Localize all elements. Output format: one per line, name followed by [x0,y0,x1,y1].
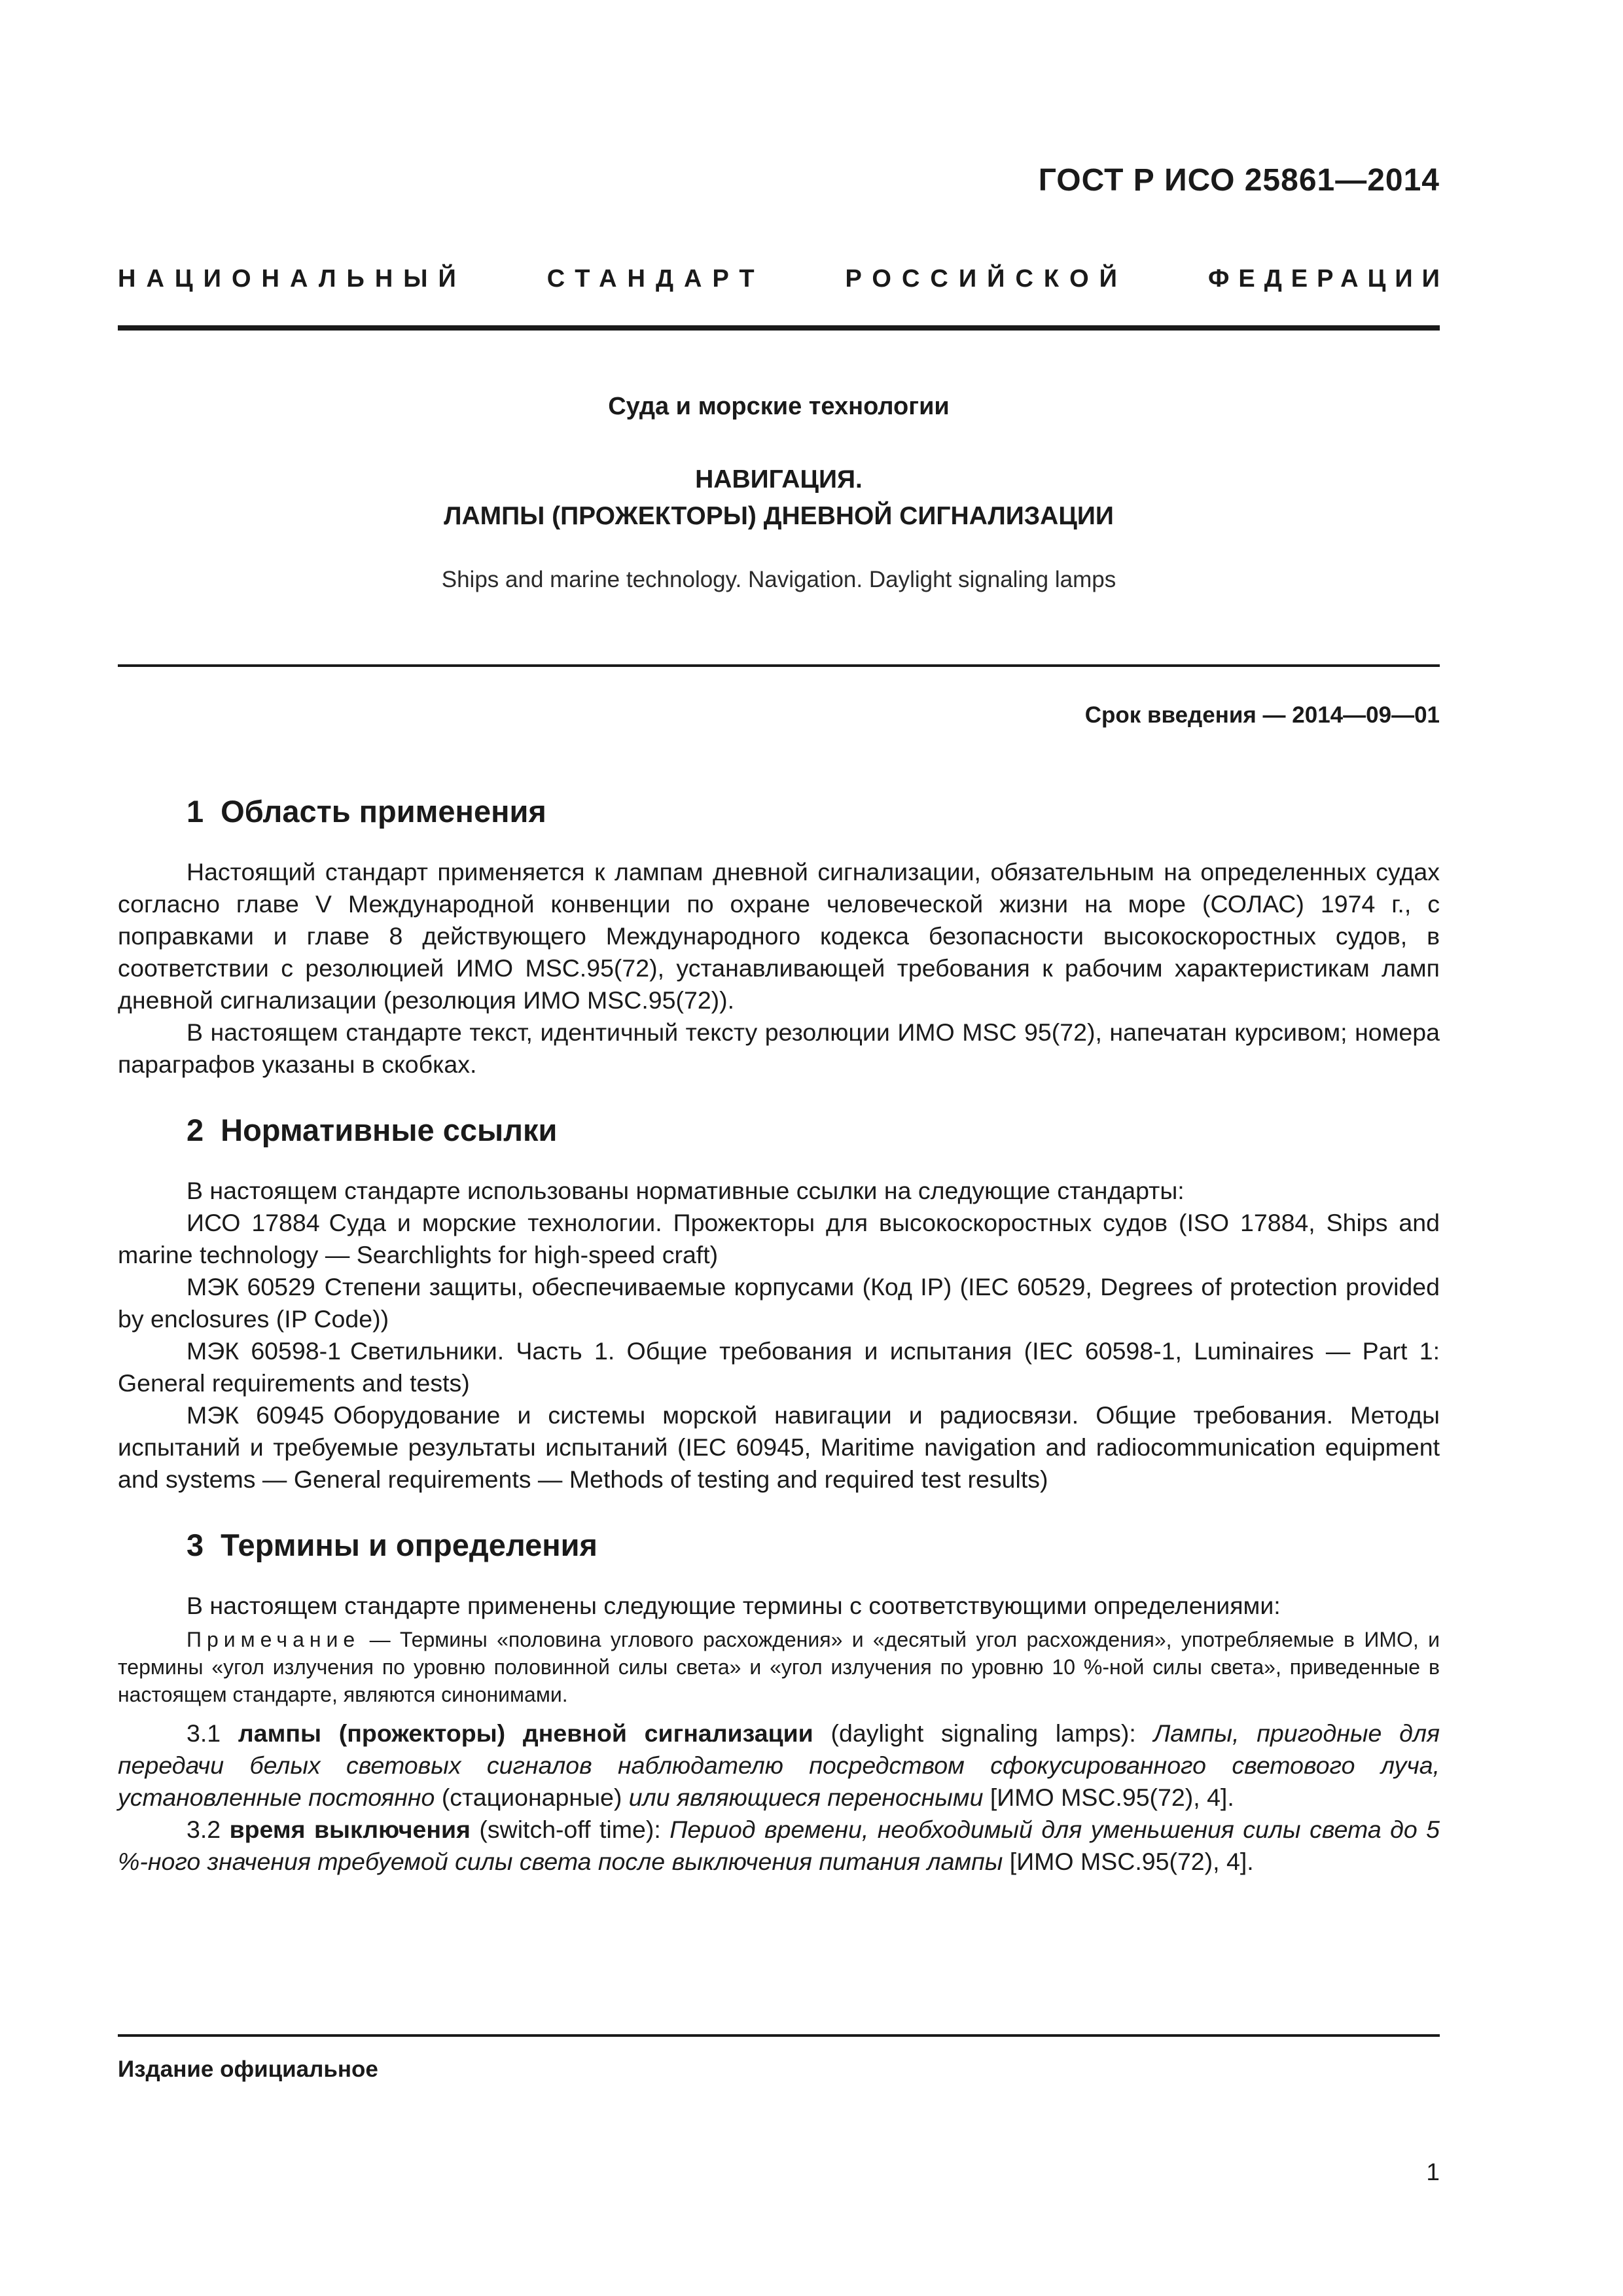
section-number: 2 [187,1113,204,1147]
banner-word: ФЕДЕРАЦИИ [1207,265,1449,293]
reference-text: Суда и морские технологии. Прожекторы для высокоскоростных судов (ISO 17884, Ships and marine technology — Searchlights for high-speed craft) [118,1209,1440,1268]
note [118,1626,1440,1708]
english-title: Ships and marine technology. Navigation. Daylight signaling lamps [441,567,1116,592]
note-label: Примечание [187,1628,361,1651]
section-normative-references [118,1111,1440,1496]
section-number: 1 [187,794,204,829]
reference-item [118,1271,1440,1335]
term-entry [118,1814,1440,1878]
term-number: 3.2 [187,1816,221,1843]
reference-text: Оборудование и системы морской навигации и радиосвязи. Общие требования. Методы испытаний и требуемые результаты испытаний (IEC 60945, Maritime navigation and radiocommunication equipment and systems — General requirements — Methods of testing and required test results) [118,1401,1440,1493]
footer-divider [118,2034,1440,2037]
note-text: — Термины «половина углового расхождения» и «десятый угол расхождения», употребляемые в ИМО, и термины «угол излучения по уровню половинной силы света» и «угол излучения по уровню 10 %-ной силы света», приведенные в настоящем стандарте, являются синонимами. [118,1628,1440,1706]
term-definition: или являющиеся переносными [628,1784,984,1811]
reference-code: ИСО 17884 [187,1209,320,1236]
reference-code: МЭК 60945 [187,1401,325,1429]
reference-item [118,1399,1440,1496]
paragraph: В настоящем стандарте применены следующие термины с соответствующими определениями: [187,1592,1281,1619]
term-entry [118,1717,1440,1814]
paragraph: В настоящем стандарте использованы нормативные ссылки на следующие стандарты: [187,1177,1185,1204]
banner-word: РОССИЙСКОЙ [845,265,1128,293]
section-title: Нормативные ссылки [221,1113,558,1147]
title-line: ЛАМПЫ (ПРОЖЕКТОРЫ) ДНЕВНОЙ СИГНАЛИЗАЦИИ [444,502,1114,530]
term-definition: Лампы, пригодные для передачи белых световых сигналов наблюдателю посредством сфокусированного светового луча, установленные постоянно [118,1719,1440,1811]
section-heading [118,1526,1440,1565]
banner-word: НАЦИОНАЛЬНЫЙ [118,265,467,293]
section-scope [118,792,1440,1081]
term-definition: Период времени, необходимый для уменьшения силы света до 5 %-ного значения требуемой силы света после выключения питания лампы [118,1816,1440,1875]
term-reference: [ИМО MSC.95(72), 4]. [990,1784,1234,1811]
section-heading [118,792,1440,831]
title-divider [118,664,1440,667]
banner-word: СТАНДАРТ [546,265,765,293]
term-reference: [ИМО MSC.95(72), 4]. [1009,1848,1254,1875]
term-english: (daylight signaling lamps): [830,1719,1136,1747]
effective-date: Срок введения — 2014—09—01 [1084,702,1440,728]
document-body [118,792,1440,1908]
term-name: время выключения [229,1816,471,1843]
reference-code: МЭК 60529 [187,1273,315,1300]
paragraph: В настоящем стандарте текст, идентичный тексту резолюции ИМО MSC 95(72), напечатан курсивом; номера параграфов указаны в скобках. [118,1018,1440,1078]
term-english: (switch-off time): [479,1816,661,1843]
page-number: 1 [1426,2159,1440,2185]
section-title: Область применения [221,794,546,829]
header-divider [118,325,1440,331]
national-standard-banner [118,265,1449,293]
reference-item [118,1207,1440,1271]
section-title: Термины и определения [221,1528,597,1562]
title-line: НАВИГАЦИЯ. [695,465,863,493]
reference-code: МЭК 60598-1 [187,1337,341,1365]
term-name: лампы (прожекторы) дневной сигнализации [238,1719,813,1747]
section-heading [118,1111,1440,1150]
reference-item [118,1335,1440,1399]
paragraph: Настоящий стандарт применяется к лампам дневной сигнализации, обязательным на определенных судах согласно главе V Международной конвенции по охране человеческой жизни на море (СОЛАС) 1974 г., с поправками и главе 8 действующего Международного кодекса безопасности высокоскоростных судов, в соответствии с резолюцией ИМО MSC.95(72), устанавливающей требования к рабочим характеристикам ламп дневной сигнализации (резолюция ИМО MSC.95(72)). [118,858,1440,1014]
edition-label: Издание официальное [118,2056,378,2082]
term-definition-plain: (стационарные) [441,1784,622,1811]
reference-text: Степени защиты, обеспечиваемые корпусами (Код IP) (IEC 60529, Degrees of protection provided by enclosures (IP Code)) [118,1273,1440,1333]
reference-text: Светильники. Часть 1. Общие требования и испытания (IEC 60598-1, Luminaires — Part 1: General requirements and tests) [118,1337,1440,1397]
subject-heading: Суда и морские технологии [608,393,950,420]
document-title [118,461,1440,535]
document-page [118,0,1449,2296]
section-terms [118,1526,1440,1878]
term-number: 3.1 [187,1719,221,1747]
section-number: 3 [187,1528,204,1562]
document-id: ГОСТ Р ИСО 25861—2014 [1038,163,1440,198]
